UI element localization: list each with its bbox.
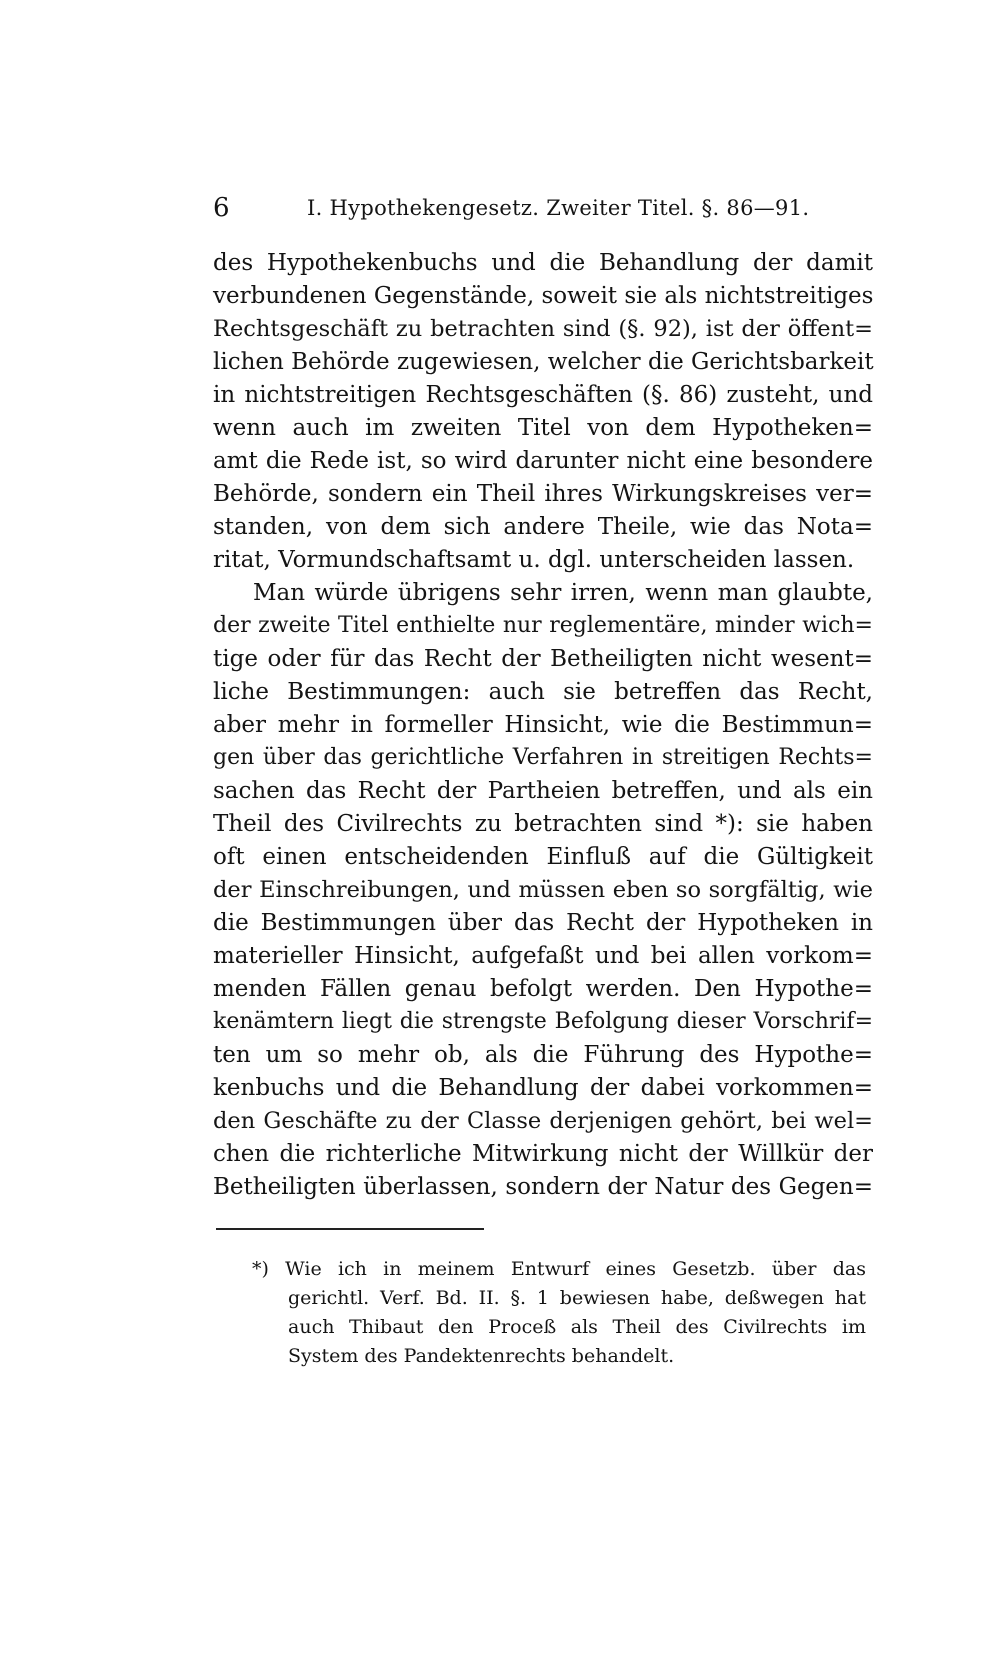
text-line: aber mehr in formeller Hinsicht, wie die Bestimmun= bbox=[213, 712, 873, 738]
page-number: 6 bbox=[213, 193, 230, 223]
text-line: ritat, Vormundschaftsamt u. dgl. unterscheiden lassen. bbox=[213, 547, 855, 573]
text-line: chen die richterliche Mitwirkung nicht der Willkür der bbox=[213, 1141, 873, 1167]
text-line: in nichtstreitigen Rechtsgeschäften (§. 86) zusteht, und bbox=[213, 382, 873, 408]
footnote-line: *) Wie ich in meinem Entwurf eines Gesetzb. über das bbox=[252, 1258, 866, 1280]
text-line: Theil des Civilrechts zu betrachten sind *): sie haben bbox=[213, 811, 873, 837]
text-line: Rechtsgeschäft zu betrachten sind (§. 92), ist der öffent= bbox=[213, 316, 873, 342]
text-line: liche Bestimmungen: auch sie betreffen das Recht, bbox=[213, 679, 873, 705]
text-line: materieller Hinsicht, aufgefaßt und bei allen vorkom= bbox=[213, 943, 873, 969]
running-title: I. Hypothekengesetz. Zweiter Titel. §. 86—91. bbox=[307, 196, 810, 220]
text-line: oft einen entscheidenden Einfluß auf die Gültigkeit bbox=[213, 844, 873, 870]
text-line: den Geschäfte zu der Classe derjenigen gehört, bei wel= bbox=[213, 1108, 873, 1134]
footnote-line: auch Thibaut den Proceß als Theil des Civilrechts im bbox=[288, 1316, 866, 1338]
text-line: der Einschreibungen, und müssen eben so sorgfältig, wie bbox=[213, 877, 873, 903]
text-line: wenn auch im zweiten Titel von dem Hypotheken= bbox=[213, 415, 873, 441]
text-line: menden Fällen genau befolgt werden. Den Hypothe= bbox=[213, 976, 873, 1002]
text-line: lichen Behörde zugewiesen, welcher die Gerichtsbarkeit bbox=[213, 349, 874, 375]
text-line: verbundenen Gegenstände, soweit sie als nichtstreitiges bbox=[213, 283, 874, 309]
text-line: gen über das gerichtliche Verfahren in streitigen Rechts= bbox=[213, 745, 873, 770]
text-line: kenbuchs und die Behandlung der dabei vorkommen= bbox=[213, 1075, 873, 1101]
footnote-divider bbox=[216, 1228, 484, 1230]
text-line: Betheiligten überlassen, sondern der Natur des Gegen= bbox=[213, 1174, 873, 1200]
text-line: des Hypothekenbuchs und die Behandlung der damit bbox=[213, 250, 873, 276]
paragraph-start-line: Man würde übrigens sehr irren, wenn man glaubte, bbox=[253, 580, 873, 606]
text-line: tige oder für das Recht der Betheiligten nicht wesent= bbox=[213, 646, 873, 672]
text-line: der zweite Titel enthielte nur reglementäre, minder wich= bbox=[213, 613, 873, 638]
text-line: sachen das Recht der Partheien betreffen, und als ein bbox=[213, 778, 873, 804]
text-line: die Bestimmungen über das Recht der Hypotheken in bbox=[213, 910, 873, 936]
text-line: ten um so mehr ob, als die Führung des Hypothe= bbox=[213, 1042, 873, 1068]
footnote-line: System des Pandektenrechts behandelt. bbox=[288, 1345, 675, 1367]
text-line: amt die Rede ist, so wird darunter nicht eine besondere bbox=[213, 448, 873, 474]
footnote-line: gerichtl. Verf. Bd. II. §. 1 bewiesen habe, deßwegen hat bbox=[288, 1287, 866, 1309]
text-line: kenämtern liegt die strengste Befolgung dieser Vorschrif= bbox=[213, 1009, 873, 1034]
text-line: standen, von dem sich andere Theile, wie das Nota= bbox=[213, 514, 873, 540]
text-line: Behörde, sondern ein Theil ihres Wirkungskreises ver= bbox=[213, 481, 873, 507]
